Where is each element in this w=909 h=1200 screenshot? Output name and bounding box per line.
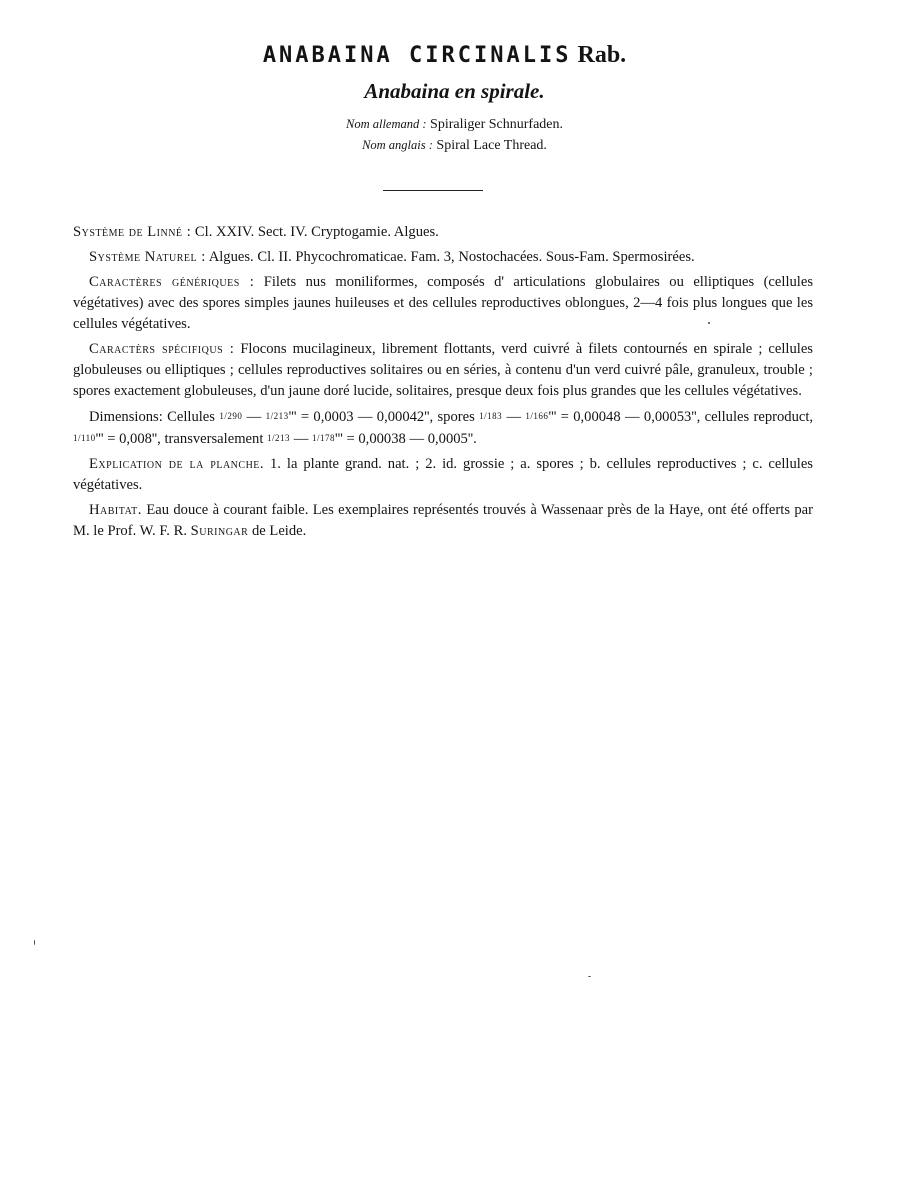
generiques-label: Caractères génériques :: [89, 274, 255, 290]
common-names: [0, 114, 909, 156]
natural-system: [73, 247, 813, 268]
spores-values: ''' = 0,00048 — 0,00053'',: [548, 409, 701, 425]
species-title: [263, 42, 626, 69]
print-speck: [34, 940, 35, 945]
english-label: Nom anglais :: [362, 138, 433, 152]
species-author: Rab.: [577, 42, 627, 68]
spores-fraction-1: 1/183: [479, 411, 503, 421]
transversal-fraction-1: 1/213: [267, 433, 291, 443]
print-speck: [588, 976, 591, 977]
species-name: ANABAINA CIRCINALIS: [262, 43, 572, 68]
title-block: [0, 42, 909, 156]
german-label: Nom allemand :: [345, 117, 427, 131]
cellules-fraction-1: 1/290: [219, 411, 243, 421]
reproduct-values: ''' = 0,008'',: [95, 431, 161, 447]
habitat-text-2: de Leide.: [251, 523, 307, 539]
reproduct-fraction: 1/110: [73, 433, 96, 443]
linne-text: Cl. XXIV. Sect. IV. Cryptogamie. Algues.: [194, 224, 439, 240]
spores-fraction-2: 1/166: [525, 411, 549, 421]
transversal-label: transversalement: [164, 431, 264, 447]
transversal-fraction-2: 1/178: [311, 433, 335, 443]
spores-label: spores: [437, 409, 475, 425]
reproduct-label: cellules reproduct,: [704, 409, 814, 425]
german-name: Spiraliger Schnurfaden.: [430, 117, 564, 132]
explication-text: 1. la plante grand. nat. ; 2. id. grossie ; a. spores ; b. cellules reproductives ; c. cellules végétatives.: [73, 456, 813, 493]
naturel-text: Algues. Cl. II. Phycochromaticae. Fam. 3, Nostochacées. Sous-Fam. Spermosirées.: [208, 249, 695, 265]
explication-label: Explication de la planche.: [89, 456, 265, 472]
generiques-text: Filets nus moniliformes, composés d' articulations globulaires ou elliptiques (cellules végétatives) avec des spores simples jaunes huileuses et des cellules reproductives oblongues, 2—4 fois plus longues que les cellules végétatives.: [73, 274, 814, 332]
habitat-donor-name: Suringar: [190, 523, 249, 539]
specifiques-label: Caractèrs spécifiqus :: [89, 341, 235, 357]
dash-3: —: [293, 431, 309, 447]
english-name-line: [0, 135, 909, 156]
cellules-label: Cellules: [167, 409, 215, 425]
specifiques-text: Flocons mucilagineux, librement flottants, verd cuivré à filets contournés en spirale ; cellules globuleuses ou elliptiques ; cellules reproductives solitaires ou en séries, à contenu d'un verd cuivré pâle, granuleux, trouble ; spores exactement globuleuses, d'un jaune doré lucide, solitaires, presque deux fois plus grandes que les cellules végétatives.: [73, 341, 813, 399]
title-divider: [383, 190, 483, 191]
plate-explanation: [73, 454, 813, 496]
specific-characters: [73, 339, 813, 402]
english-name: Spiral Lace Thread.: [436, 138, 547, 153]
french-name: Anabaina en spirale.: [364, 79, 545, 103]
german-name-line: [0, 114, 909, 135]
naturel-label: Système Naturel :: [89, 249, 206, 265]
dimensions-label: Dimensions:: [89, 409, 163, 425]
linne-label: Système de Linné :: [73, 224, 192, 240]
description-body: [73, 222, 813, 546]
habitat-label: Habitat.: [89, 502, 142, 518]
generic-characters: [73, 272, 813, 335]
cellules-values: ''' = 0,0003 — 0,00042'',: [288, 409, 434, 425]
dash-2: —: [506, 409, 522, 425]
habitat: [73, 500, 813, 542]
cellules-fraction-2: 1/213: [265, 411, 289, 421]
dash-1: —: [246, 409, 262, 425]
print-speck: [708, 322, 710, 324]
transversal-values: ''' = 0,00038 — 0,0005''.: [334, 431, 477, 447]
habitat-text-1: Eau douce à courant faible. Les exemplaires représentés trouvés à Wassenaar près de la Haye, ont été offerts par M. le Prof. W. F. R.: [73, 502, 813, 539]
linne-system: [73, 222, 813, 243]
dimensions: [73, 406, 813, 450]
